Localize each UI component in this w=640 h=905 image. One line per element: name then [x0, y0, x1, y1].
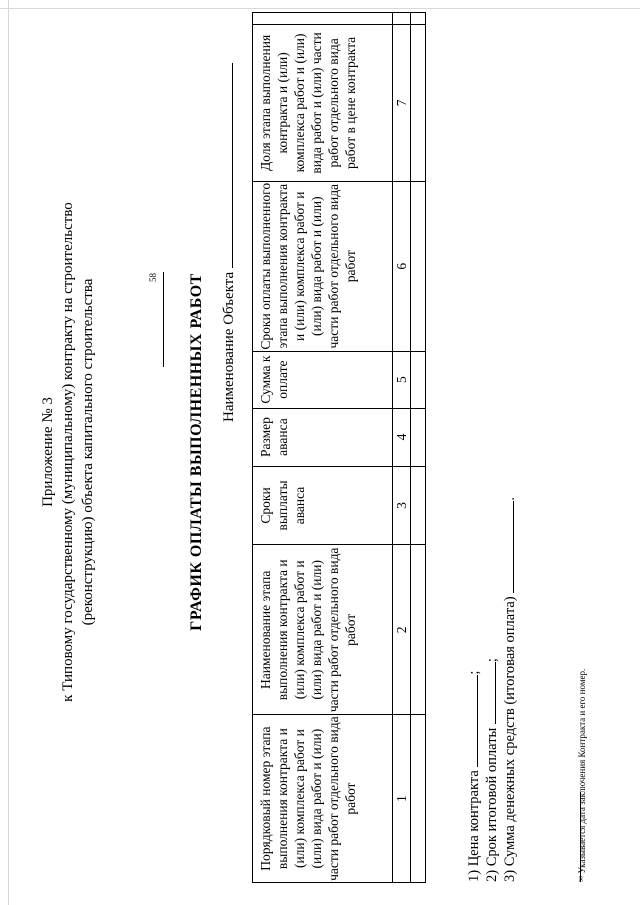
col-number-4: 4 — [393, 408, 411, 466]
final-payment-sum-label: 3) Сумма денежных средств (итоговая оплата) — [502, 596, 518, 882]
empty-cell — [411, 715, 426, 883]
table-number-row — [393, 13, 411, 883]
header-stage-number: Порядковый номер этапа выполнения контракта и (или) комплекса работ и (или) вида работ и (или) части работ отдельного вида работ — [253, 715, 393, 883]
header-advance-amount: Размер аванса — [253, 408, 393, 466]
col-number-7: 7 — [393, 25, 411, 182]
footnote-text: ⁵⁸ Указывается дата заключения Контракта и его номер. — [577, 668, 587, 882]
col-number-3: 3 — [393, 466, 411, 545]
header-advance-term: Сроки выплаты аванса — [253, 466, 393, 545]
header-stage-name: Наименование этапа выполнения контракта и (или) комплекса работ и (или) вида работ и (или) части работ отдельного вида работ — [253, 545, 393, 715]
empty-cell — [411, 408, 426, 466]
final-payment-term-blank — [483, 662, 496, 724]
contract-price-label: 1) Цена контракта — [466, 770, 482, 882]
header-payment-term: Сроки оплаты выполненного этапа выполнения контракта и (или) комплекса работ и (или) вида работ и (или) части работ отдельного вида работ — [253, 181, 393, 351]
col-number-1: 1 — [393, 715, 411, 883]
final-payment-sum-blank — [501, 501, 514, 593]
empty-cell — [411, 181, 426, 351]
header-stage-share: Доля этапа выполнения контракта и (или) комплекса работ и (или) вида работ и (или) части работ отдельного вида работ в цене контракта — [253, 25, 393, 182]
empty-cell — [411, 25, 426, 182]
col-number-extra — [393, 13, 411, 25]
empty-cell — [411, 351, 426, 408]
object-name-line — [218, 63, 238, 422]
col-number-2: 2 — [393, 545, 411, 715]
page-edge-left — [8, 0, 9, 905]
empty-cell — [411, 466, 426, 545]
object-name-label: Наименование Объекта — [221, 271, 237, 422]
final-payment-term-label: 2) Срок итоговой оплаты — [484, 727, 500, 882]
appendix-subtitle-line1: к Типовому государственному (муниципальному) контракту на строительство — [60, 202, 76, 702]
contract-price-item: 1) Цена контракта ; — [466, 670, 482, 882]
object-name-blank — [218, 63, 233, 268]
rotated-content — [20, 12, 620, 892]
col-number-5: 5 — [393, 351, 411, 408]
col-number-6: 6 — [393, 181, 411, 351]
header-sum-to-pay: Сумма к оплате — [253, 351, 393, 408]
empty-cell — [411, 13, 426, 25]
table-empty-row — [411, 13, 426, 883]
appendix-title: Приложение № 3 — [40, 397, 56, 507]
page-edge-top — [0, 8, 640, 9]
header-extra-cell — [253, 13, 393, 25]
date-number-blank — [163, 272, 164, 367]
contract-price-blank — [465, 675, 478, 767]
final-payment-sum-item: 3) Сумма денежных средств (итоговая оплата) . — [502, 497, 518, 882]
payment-schedule-table — [252, 12, 426, 883]
table-header-row — [253, 13, 393, 883]
appendix-subtitle-line2: (реконструкцию) объекта капитального строительства — [80, 278, 96, 626]
contract-terms-list — [465, 497, 519, 882]
empty-cell — [411, 545, 426, 715]
document-title: ГРАФИК ОПЛАТЫ ВЫПОЛНЕННЫХ РАБОТ — [188, 273, 205, 631]
final-payment-term-item: 2) Срок итоговой оплаты ; — [484, 658, 500, 882]
footnote-mark: 58 — [148, 273, 158, 282]
